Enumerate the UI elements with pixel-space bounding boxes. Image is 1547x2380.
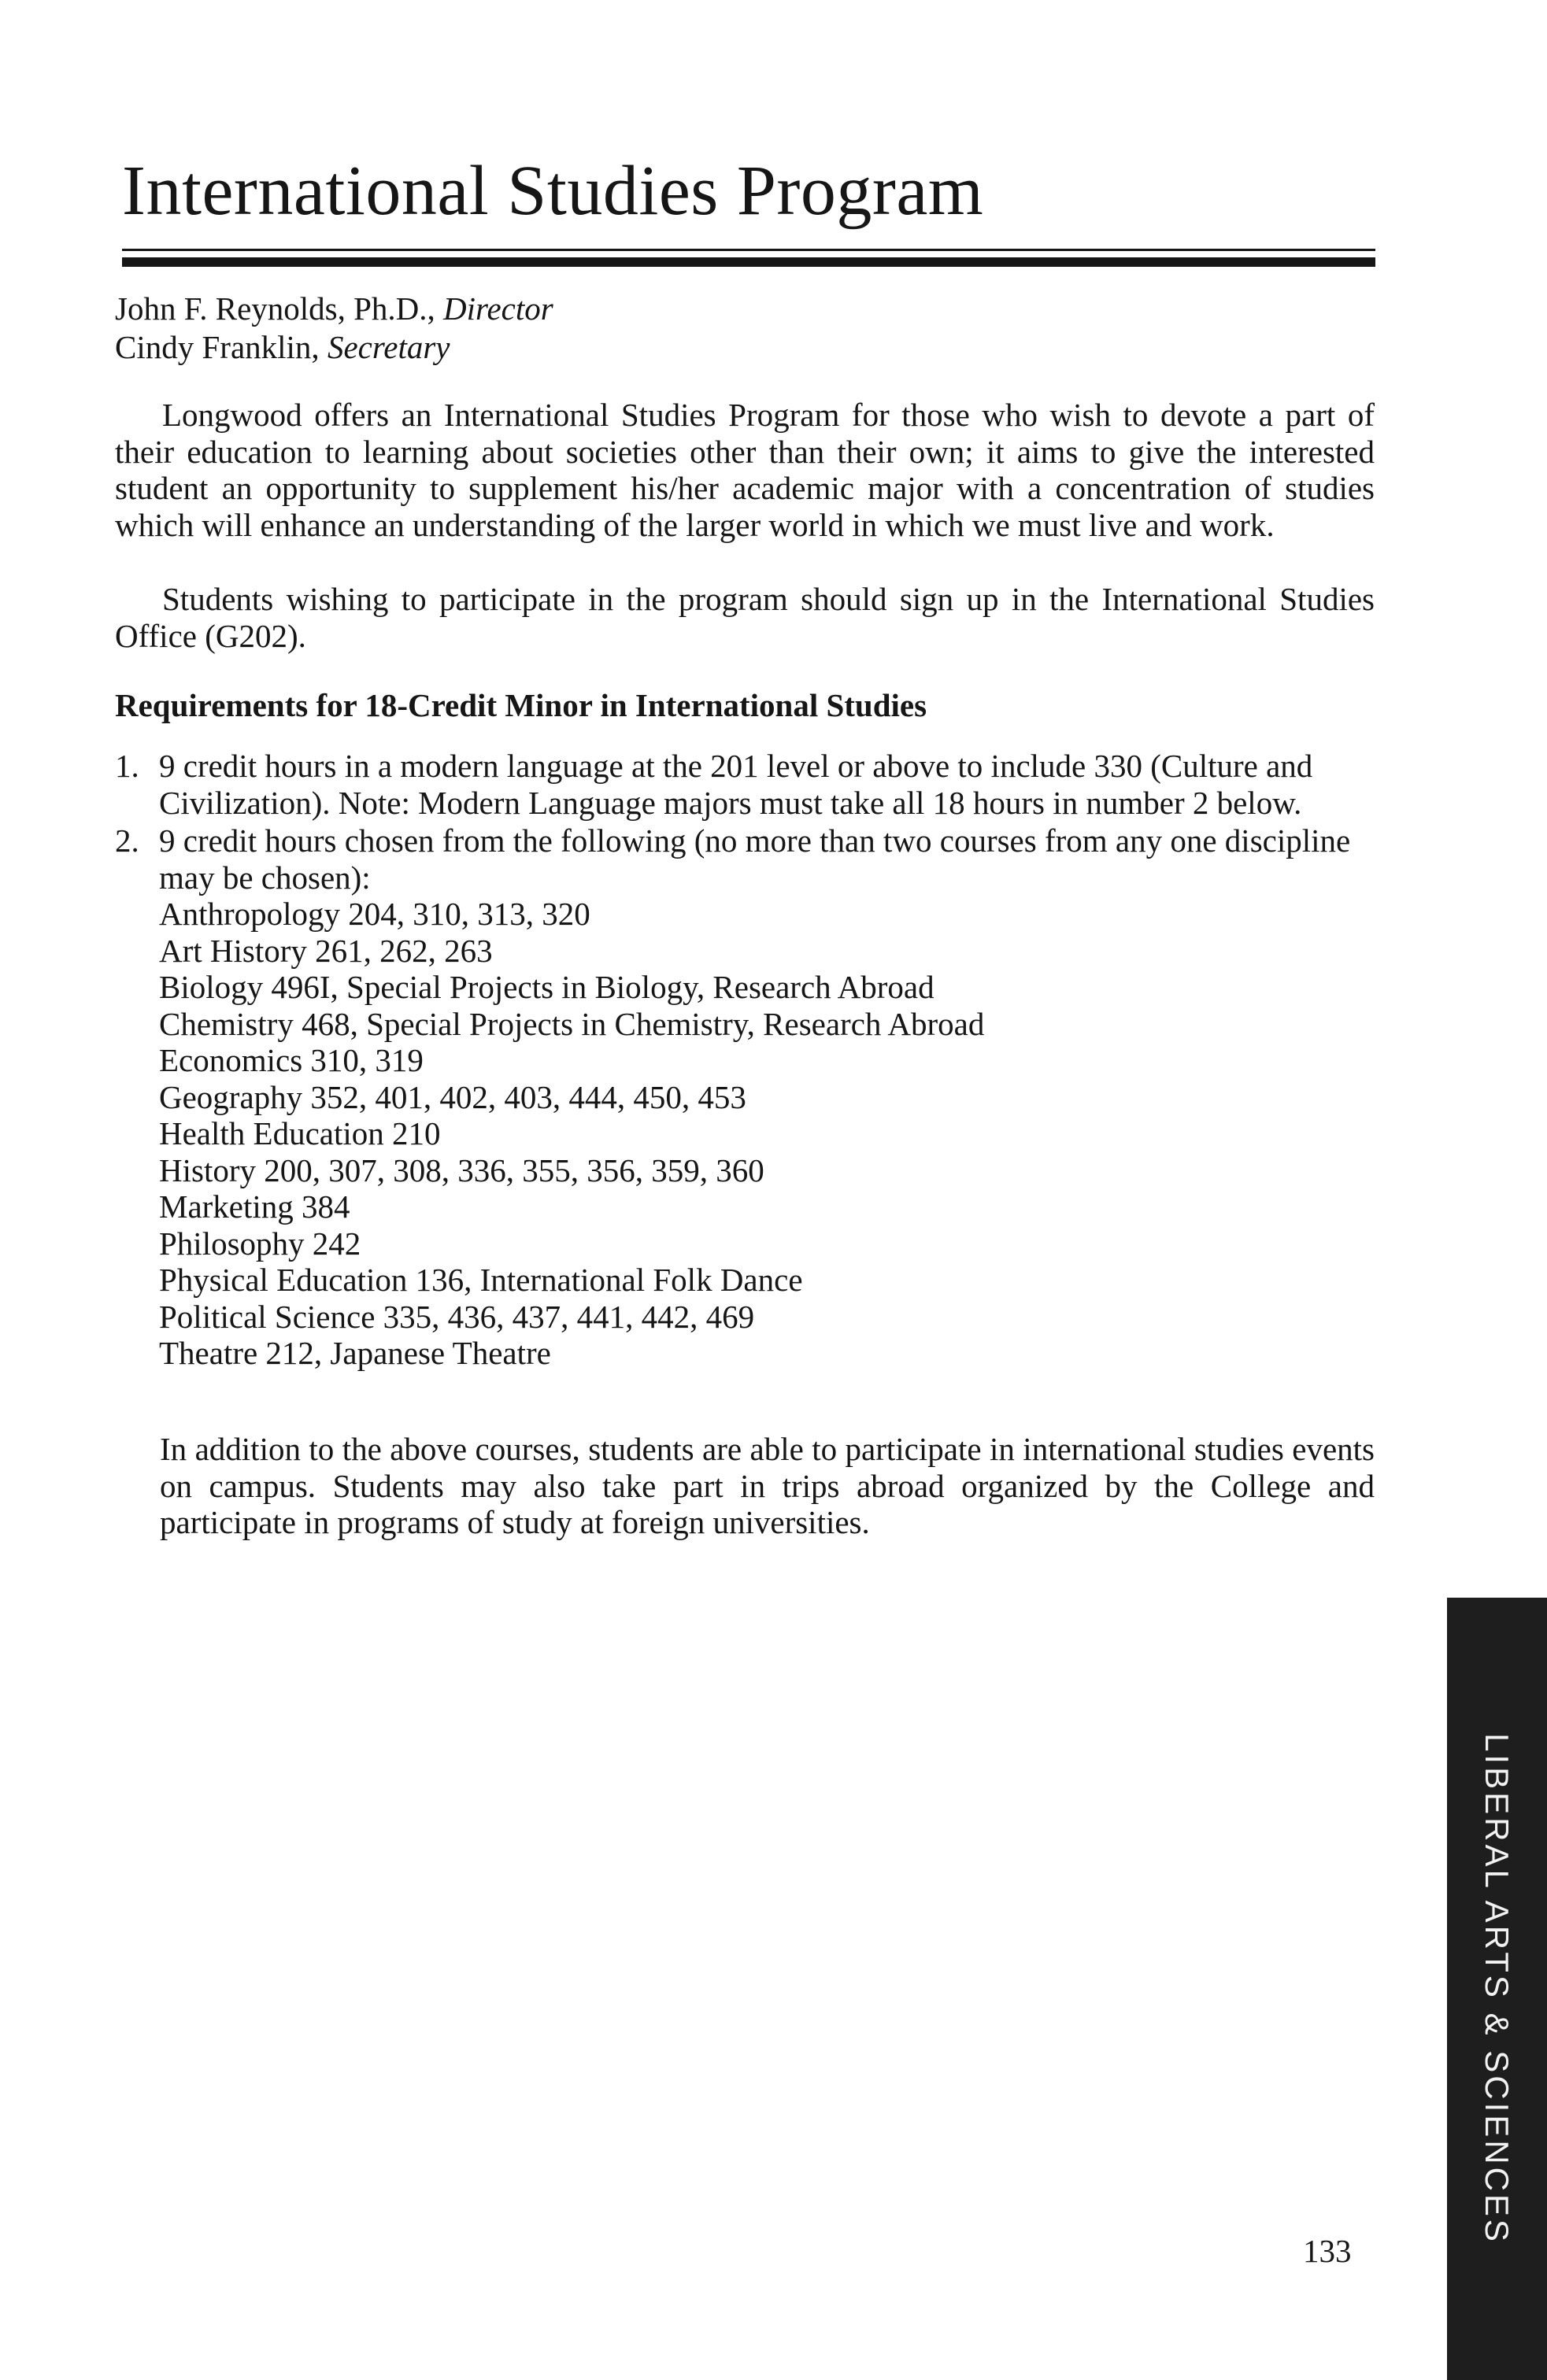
page-title: International Studies Program xyxy=(122,152,984,230)
course-list xyxy=(159,896,1375,1372)
staff-role: Secretary xyxy=(327,329,450,365)
staff-secretary xyxy=(115,328,553,367)
staff-role: Director xyxy=(443,290,553,327)
intro-paragraph: Longwood offers an International Studies Program for those who wish to devote a part of their education to learning about societies other than their own; it aims to give the interested student an opportunity to supplement his/her academic major with a concentration of studies which will enhance an understanding of the larger world in which we must live and work. xyxy=(115,397,1375,543)
course-item: Philosophy 242 xyxy=(159,1225,361,1262)
requirement-text: 9 credit hours chosen from the following (no more than two courses from any one discipline may be chosen): xyxy=(159,822,1351,896)
course-item: History 200, 307, 308, 336, 355, 356, 359, 360 xyxy=(159,1151,764,1188)
course-item: Art History 261, 262, 263 xyxy=(159,932,493,969)
course-item: Political Science 335, 436, 437, 441, 442, 469 xyxy=(159,1298,755,1335)
staff-director xyxy=(115,290,553,328)
page-number: 133 xyxy=(1303,2233,1352,2269)
signup-paragraph: Students wishing to participate in the program should sign up in the International Studies Office (G202). xyxy=(115,581,1375,654)
title-rule-thin xyxy=(122,249,1375,251)
staff-name: Cindy Franklin, xyxy=(115,329,328,365)
course-item: Chemistry 468, Special Projects in Chemistry, Research Abroad xyxy=(159,1005,985,1042)
title-rule-thick xyxy=(122,257,1375,267)
course-item: Physical Education 136, International Folk Dance xyxy=(159,1262,803,1298)
staff-name: John F. Reynolds, Ph.D., xyxy=(115,290,444,327)
requirement-number: 2. xyxy=(115,822,139,859)
section-side-tab xyxy=(1447,1598,1547,2380)
course-item: Economics 310, 319 xyxy=(159,1042,424,1078)
course-item: Anthropology 204, 310, 313, 320 xyxy=(159,896,590,932)
staff-list xyxy=(115,290,553,367)
requirement-item xyxy=(115,822,1375,1372)
requirement-body xyxy=(159,822,1375,1372)
course-item: Geography 352, 401, 402, 403, 444, 450, 453 xyxy=(159,1078,746,1115)
requirement-number: 1. xyxy=(115,748,139,784)
course-item: Health Education 210 xyxy=(159,1115,441,1151)
course-item: Theatre 212, Japanese Theatre xyxy=(159,1335,551,1371)
closing-paragraph: In addition to the above courses, students are able to participate in international studies events on campus. Students may also take part in trips abroad organized by the College and participate in programs of study at foreign universities. xyxy=(160,1431,1375,1540)
requirements-list xyxy=(115,748,1375,1373)
course-item: Marketing 384 xyxy=(159,1188,350,1225)
requirement-item xyxy=(115,748,1375,821)
course-item: Biology 496I, Special Projects in Biology, Research Abroad xyxy=(159,969,934,1005)
requirements-heading: Requirements for 18-Credit Minor in International Studies xyxy=(115,687,927,723)
section-tab-label: LIBERAL ARTS & SCIENCES xyxy=(1479,1733,1516,2245)
requirement-text: 9 credit hours in a modern language at the 201 level or above to include 330 (Culture and Civilization). Note: Modern Language majors must take all 18 hours in number 2 below. xyxy=(159,748,1313,821)
